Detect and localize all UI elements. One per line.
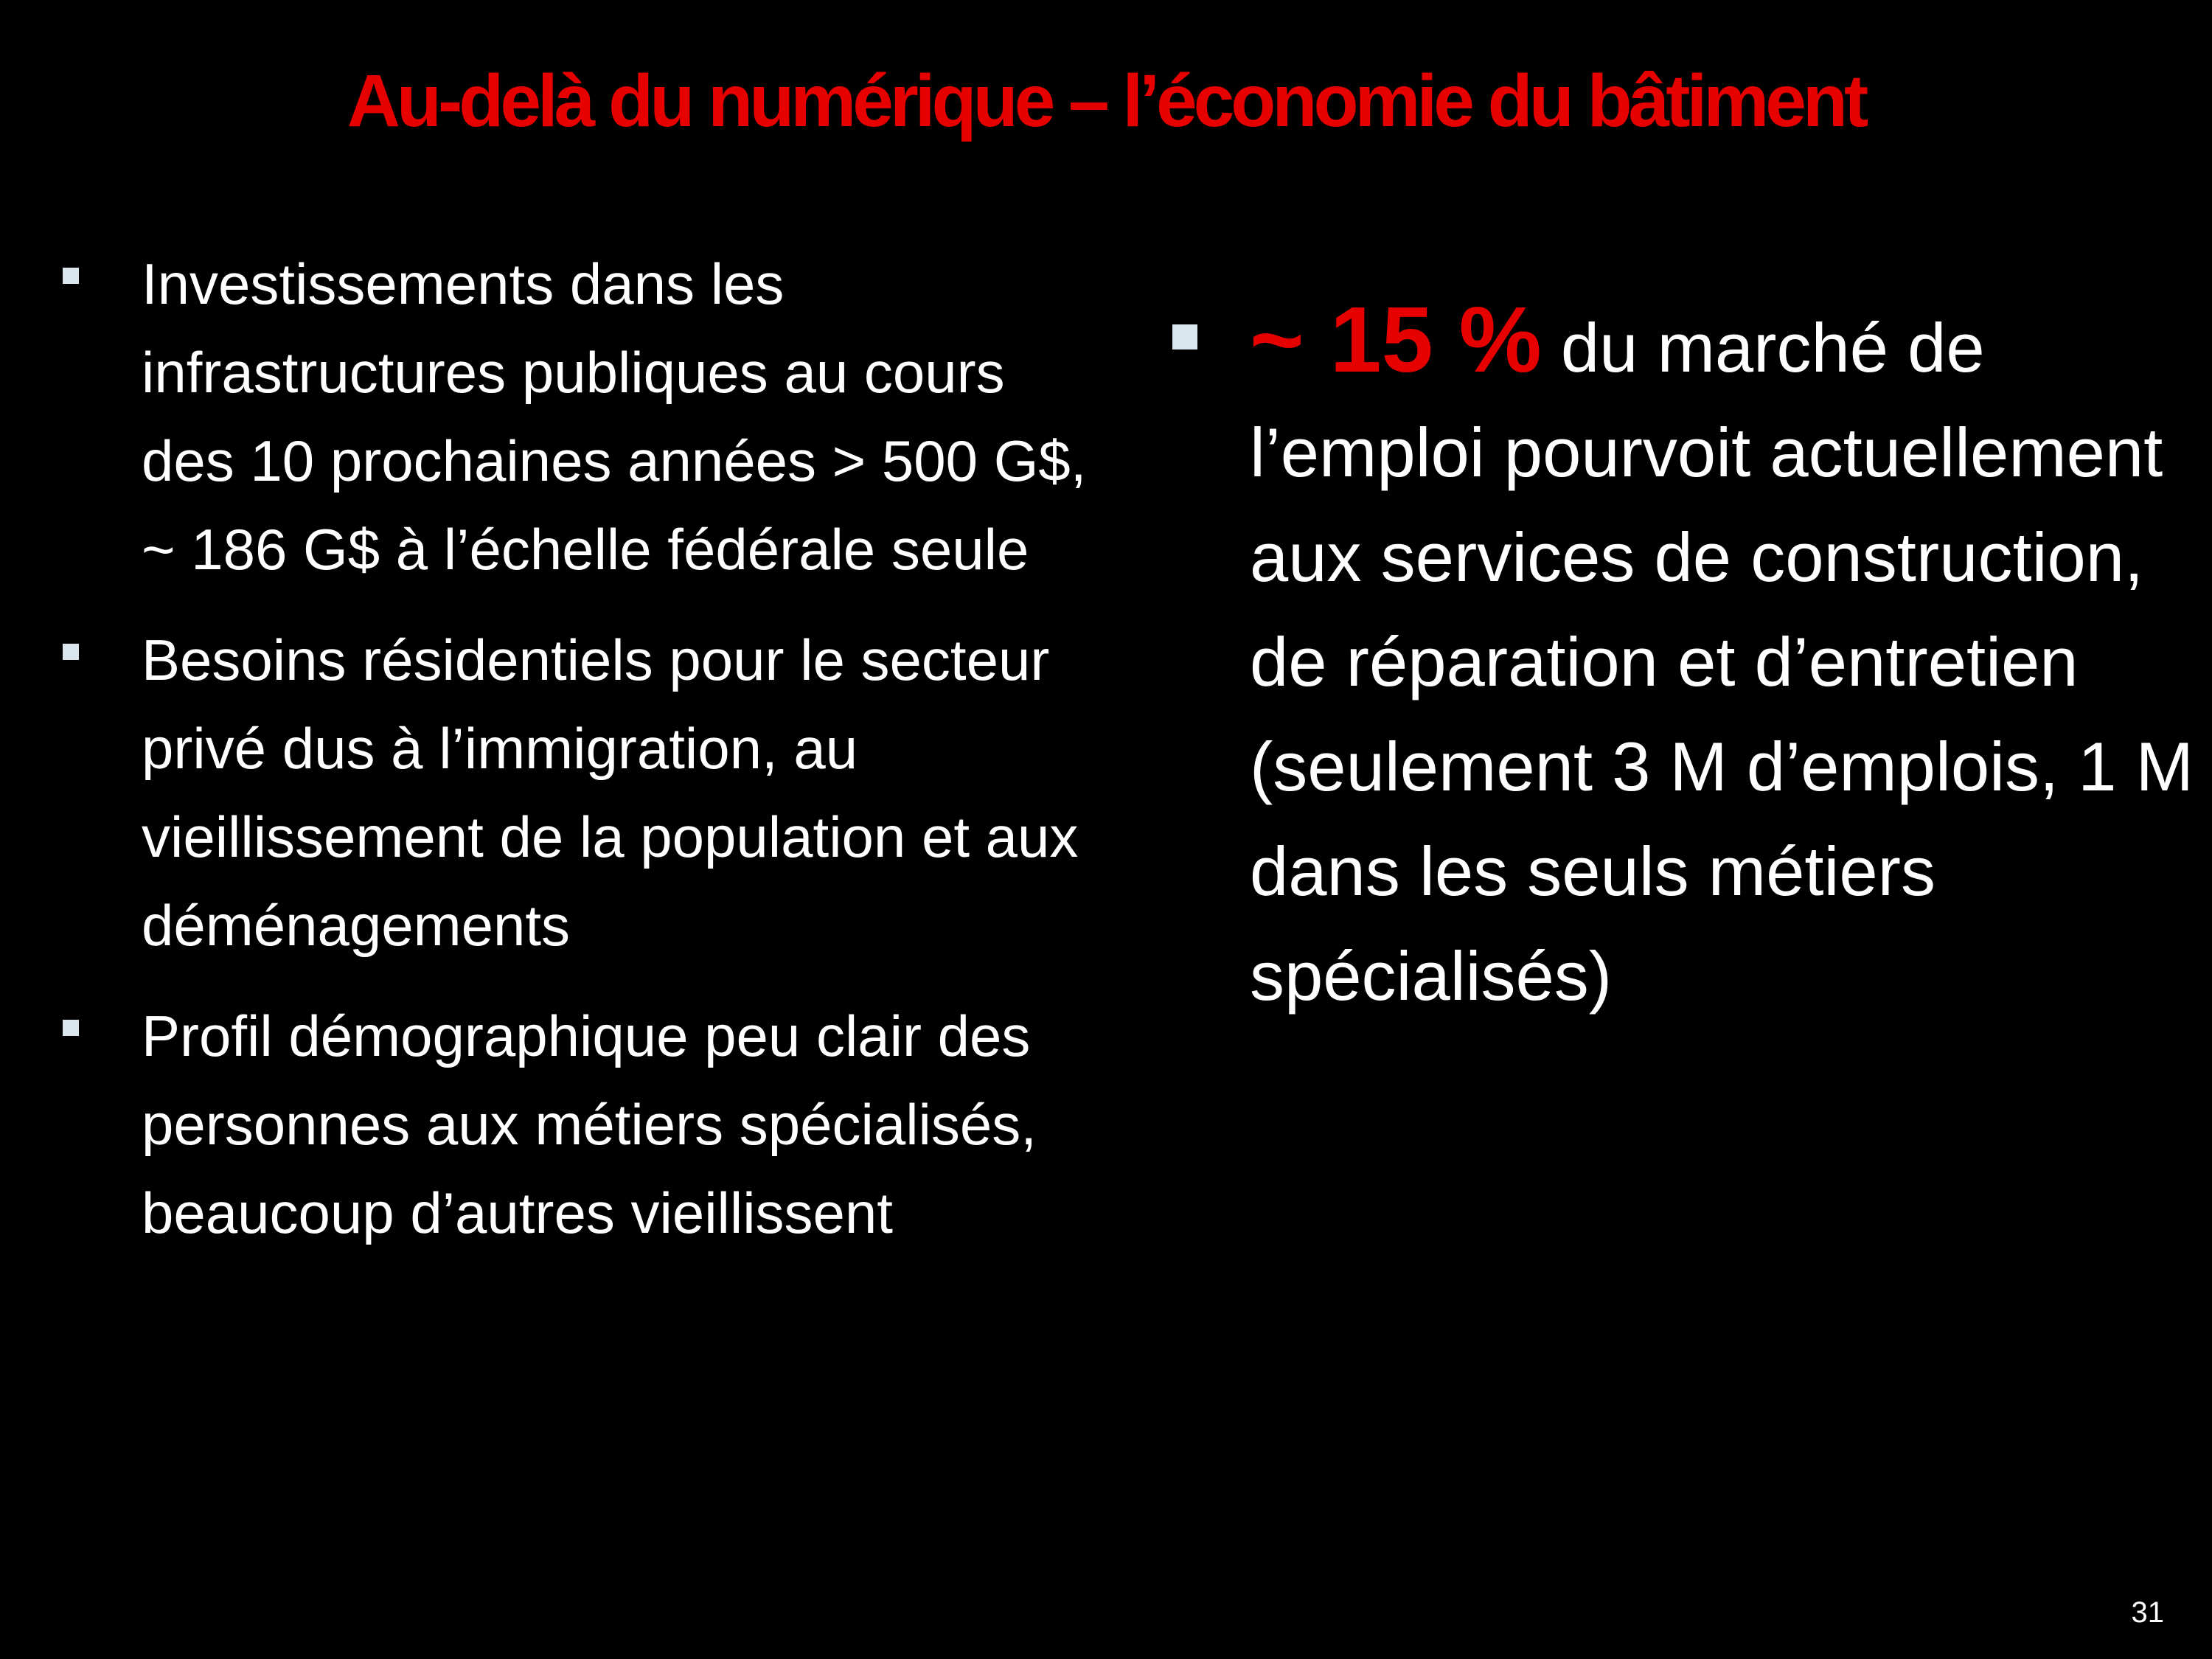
- square-bullet-icon: [63, 1020, 79, 1036]
- slide-title: Au-delà du numérique – l’économie du bâtiment: [347, 60, 1865, 142]
- list-item: [59, 616, 1091, 970]
- bullet-text: du marché de l’emploi pourvoit actuellement aux services de construction, de réparation et d’entretien (seulement 3 M d’emplois, 1 M dans les seuls métiers spécialisés): [1250, 309, 2194, 1015]
- page-number: 31: [2131, 1596, 2164, 1629]
- square-bullet-icon: [63, 644, 79, 660]
- bullet-text: Investissements dans les infrastructures publiques au cours des 10 prochaines années > 500 G$, ~ 186 G$ à l’échelle fédérale seule: [142, 251, 1087, 582]
- square-bullet-icon: [63, 268, 79, 284]
- right-bullet-list: [1172, 288, 2197, 1029]
- bullet-text: Besoins résidentiels pour le secteur privé dus à l’immigration, au vieillissement de la population et aux déménagements: [142, 627, 1079, 958]
- list-item: [1172, 288, 2197, 1029]
- bullet-text: Profil démographique peu clair des personnes aux métiers spécialisés, beaucoup d’autres vieillissent: [142, 1004, 1037, 1245]
- list-item: [59, 240, 1091, 594]
- square-bullet-icon: [1172, 324, 1197, 349]
- highlight-percentage: ~ 15 %: [1250, 288, 1542, 392]
- list-item: [59, 992, 1091, 1257]
- left-bullet-list: [59, 240, 1091, 1279]
